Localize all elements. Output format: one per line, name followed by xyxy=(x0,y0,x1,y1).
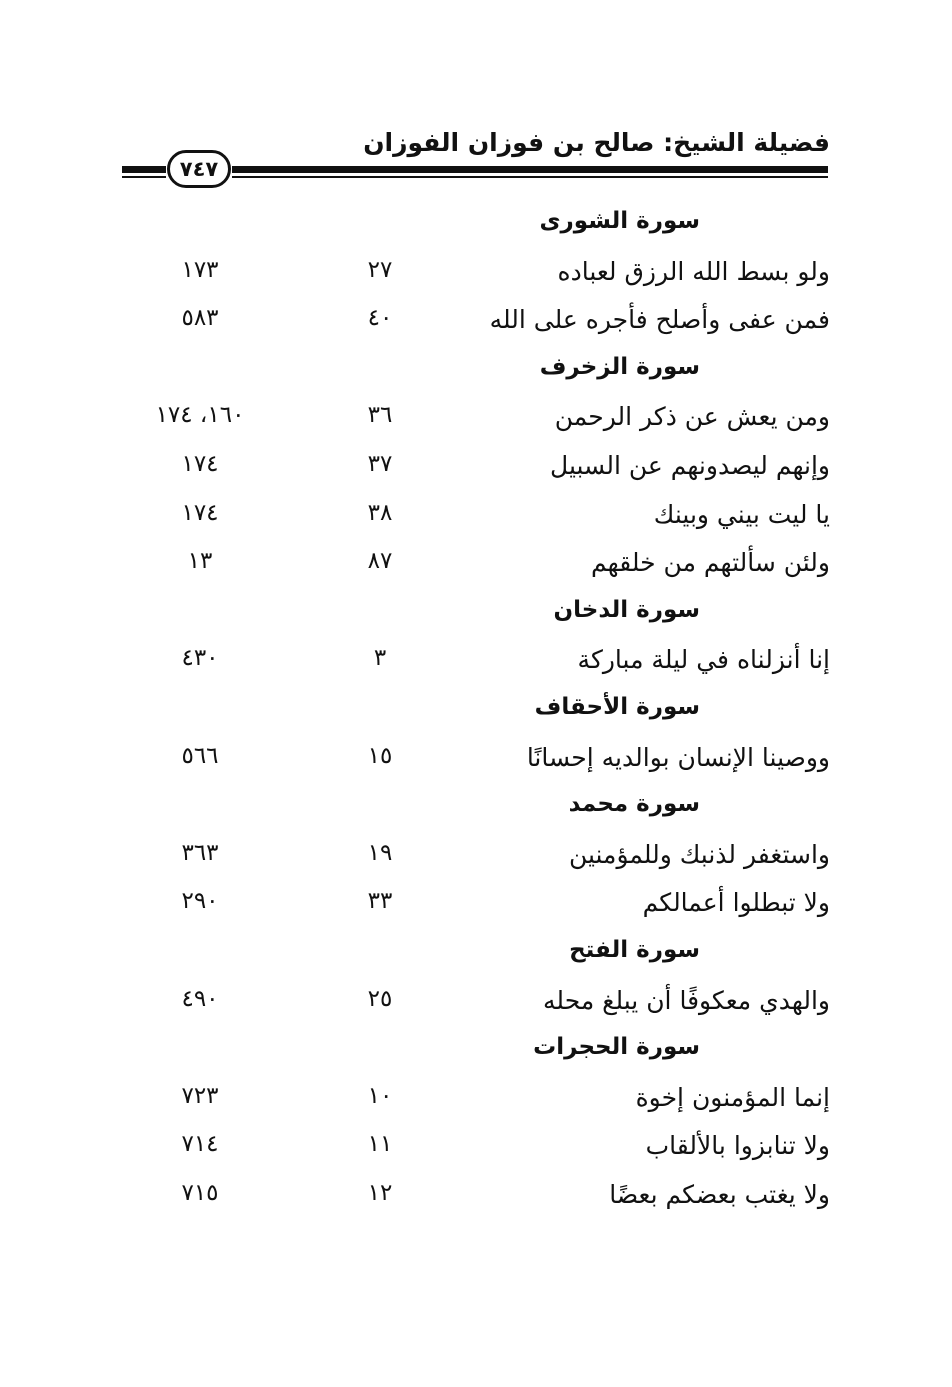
page-reference: ١٧٣ xyxy=(181,256,219,283)
verse-text: واستغفر لذنبك وللمؤمنين xyxy=(568,839,830,869)
ayah-number: ٣٨ xyxy=(367,499,393,526)
ayah-number: ٤٠ xyxy=(367,305,393,332)
verse-row xyxy=(130,1125,830,1174)
verse-text: ولئن سألتهم من خلقهم xyxy=(591,548,830,578)
page-reference: ٧١٥ xyxy=(181,1179,219,1206)
page-reference: ١٣ xyxy=(187,548,213,575)
surah-heading-row xyxy=(130,688,830,737)
verse-text: والهدي معكوفًا أن يبلغ محله xyxy=(543,985,830,1015)
ayah-number: ١٩ xyxy=(367,839,393,866)
header-rule-right xyxy=(232,166,828,173)
verse-text: إنما المؤمنون إخوة xyxy=(635,1082,830,1112)
verse-text: إنا أنزلناه في ليلة مباركة xyxy=(577,645,830,675)
verse-row xyxy=(130,1077,830,1126)
ayah-number: ٣ xyxy=(373,645,387,672)
verse-row xyxy=(130,299,830,348)
verse-text: ووصينا الإنسان بوالديه إحسانًا xyxy=(526,742,830,772)
ayah-number: ١٢ xyxy=(367,1179,393,1206)
surah-heading-row xyxy=(130,1028,830,1077)
verse-text: ولو بسط الله الرزق لعباده xyxy=(557,256,830,286)
surah-heading-row xyxy=(130,931,830,980)
ayah-number: ١١ xyxy=(367,1131,393,1158)
verse-row xyxy=(130,639,830,688)
ayah-number: ٢٥ xyxy=(367,985,393,1012)
ayah-number: ٨٧ xyxy=(367,548,393,575)
page-reference: ٢٩٠ xyxy=(181,888,219,915)
verse-row xyxy=(130,737,830,786)
page-number: ٧٤٧ xyxy=(179,157,219,181)
verse-text: يا ليت بيني وبينك xyxy=(653,499,830,529)
verse-row xyxy=(130,834,830,883)
surah-heading-row xyxy=(130,785,830,834)
ayah-number: ٣٣ xyxy=(367,888,393,915)
ayah-number: ١٥ xyxy=(367,742,393,769)
running-header-title: فضيلة الشيخ: صالح بن فوزان الفوزان xyxy=(363,128,830,157)
page-reference: ٧١٤ xyxy=(181,1131,219,1158)
page-reference: ٥٨٣ xyxy=(181,305,219,332)
verse-row xyxy=(130,396,830,445)
surah-heading-row xyxy=(130,348,830,397)
header-rule-left xyxy=(122,166,166,173)
surah-heading: سورة الأحقاف xyxy=(534,693,700,720)
surah-heading: سورة الحجرات xyxy=(533,1034,700,1061)
verse-text: ولا تنابزوا بالألقاب xyxy=(645,1131,830,1161)
surah-heading: سورة محمد xyxy=(568,791,700,818)
page-reference: ٥٦٦ xyxy=(181,742,219,769)
ayah-number: ٣٦ xyxy=(367,402,393,429)
page-reference: ١٧٤ xyxy=(181,450,219,477)
page-reference: ٧٢٣ xyxy=(181,1082,219,1109)
page-number-badge xyxy=(167,150,231,188)
verse-row xyxy=(130,251,830,300)
surah-heading: سورة الدخان xyxy=(553,596,700,623)
verse-text: ولا تبطلوا أعمالكم xyxy=(642,888,830,918)
verse-text: ومن يعش عن ذكر الرحمن xyxy=(554,402,830,432)
verse-row xyxy=(130,542,830,591)
verse-row xyxy=(130,445,830,494)
verse-row xyxy=(130,980,830,1029)
page-reference: ٤٣٠ xyxy=(181,645,219,672)
ayah-number: ٣٧ xyxy=(367,450,393,477)
page-reference: ٣٦٣ xyxy=(181,839,219,866)
verse-text: فمن عفى وأصلح فأجره على الله xyxy=(489,305,830,335)
ayah-number: ١٠ xyxy=(367,1082,393,1109)
verse-row xyxy=(130,494,830,543)
surah-heading: سورة الشورى xyxy=(539,208,700,234)
surah-heading: سورة الفتح xyxy=(569,936,700,963)
verse-index-list xyxy=(130,202,830,1222)
verse-text: ولا يغتب بعضكم بعضًا xyxy=(609,1179,830,1209)
page-reference: ١٦٠، ١٧٤ xyxy=(155,402,245,429)
surah-heading-row xyxy=(130,202,830,251)
verse-row xyxy=(130,882,830,931)
ayah-number: ٢٧ xyxy=(367,256,393,283)
page-reference: ٤٩٠ xyxy=(181,985,219,1012)
verse-text: وإنهم ليصدونهم عن السبيل xyxy=(550,450,830,480)
verse-row xyxy=(130,1174,830,1223)
surah-heading-row xyxy=(130,591,830,640)
surah-heading: سورة الزخرف xyxy=(539,353,700,380)
page-reference: ١٧٤ xyxy=(181,499,219,526)
